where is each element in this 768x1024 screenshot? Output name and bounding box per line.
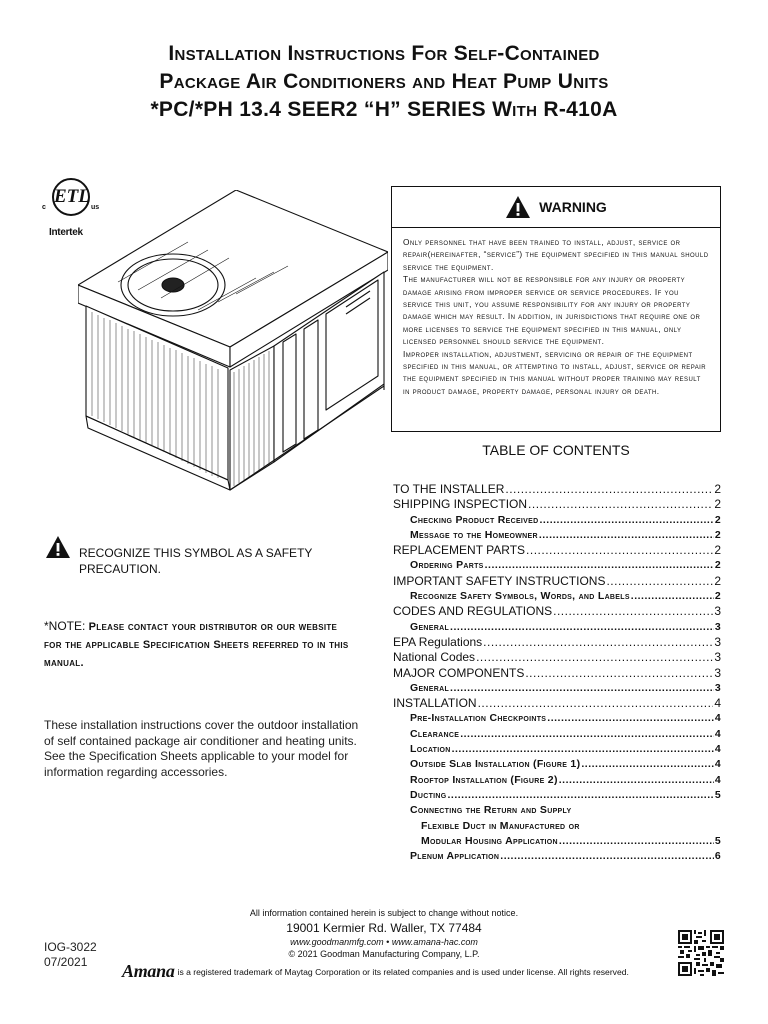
warning-label: WARNING bbox=[539, 199, 607, 215]
toc-entry-title: Plenum Application bbox=[410, 850, 500, 863]
toc-entry[interactable] bbox=[393, 482, 721, 497]
warning-triangle-icon bbox=[505, 195, 531, 219]
toc-entry[interactable] bbox=[393, 589, 721, 604]
toc-entry[interactable] bbox=[393, 727, 721, 742]
toc-entry-title: MAJOR COMPONENTS bbox=[393, 665, 525, 680]
toc-entry-title: Modular Housing Application bbox=[421, 834, 558, 847]
toc-leader-dots bbox=[505, 482, 713, 497]
toc-entry[interactable] bbox=[393, 773, 721, 788]
toc-leader-dots bbox=[553, 604, 713, 619]
toc-entry-page: 6 bbox=[714, 850, 721, 863]
toc-entry-title: IMPORTANT SAFETY INSTRUCTIONS bbox=[393, 573, 606, 588]
package-ac-unit-illustration bbox=[78, 190, 388, 500]
toc-leader-dots bbox=[525, 666, 713, 681]
toc-leader-dots bbox=[559, 773, 714, 788]
toc-entry[interactable] bbox=[393, 757, 721, 772]
warning-paragraph: Only personnel that have been trained to install, adjust, service or repair(hereinafter, “service”) the equipment specified in this manual should service the equipment. bbox=[403, 237, 709, 272]
toc-entry-title: INSTALLATION bbox=[393, 696, 477, 711]
toc-leader-dots bbox=[478, 696, 714, 711]
toc-entry-page: 5 bbox=[714, 834, 721, 847]
toc-entry[interactable] bbox=[393, 574, 721, 589]
toc-title: TABLE OF CONTENTS bbox=[482, 442, 630, 458]
toc-entry[interactable] bbox=[393, 604, 721, 619]
toc-entry-title: REPLACEMENT PARTS bbox=[393, 543, 526, 558]
toc-entry[interactable] bbox=[393, 711, 721, 726]
toc-entry-title: SHIPPING INSPECTION bbox=[393, 497, 528, 512]
toc-leader-dots bbox=[526, 543, 713, 558]
toc-entry[interactable] bbox=[393, 819, 721, 834]
toc-entry[interactable] bbox=[393, 497, 721, 512]
footer-notice: All information contained herein is subject to change without notice. bbox=[249, 908, 519, 918]
toc-entry-page: 2 bbox=[714, 590, 721, 603]
toc-entry-title: TO THE INSTALLER bbox=[393, 482, 505, 496]
toc-entry-page: 3 bbox=[714, 604, 721, 619]
toc-entry-title: Pre-Installation Checkpoints bbox=[410, 712, 547, 725]
toc-leader-dots bbox=[539, 528, 714, 543]
table-of-contents bbox=[393, 482, 721, 864]
toc-entry-title: CODES AND REGULATIONS bbox=[393, 604, 553, 619]
toc-entry[interactable] bbox=[393, 635, 721, 650]
safety-note-text: RECOGNIZE THIS SYMBOL AS A SAFETY PRECAUTION. bbox=[79, 546, 313, 576]
toc-entry[interactable] bbox=[393, 528, 721, 543]
toc-leader-dots bbox=[452, 742, 714, 757]
toc-entry-title: Rooftop Installation (Figure 2) bbox=[410, 773, 558, 786]
note-text: Please contact your distributor or our website for the applicable Specification Sheets referred to in this manual. bbox=[44, 621, 349, 669]
amana-logo: Amana bbox=[122, 961, 175, 981]
toc-entry-page: 2 bbox=[714, 543, 721, 558]
toc-entry-page: 4 bbox=[714, 743, 721, 756]
toc-entry-title: Ducting bbox=[410, 788, 447, 801]
toc-entry-title: Checking Product Received bbox=[410, 513, 539, 526]
toc-entry-page: 2 bbox=[714, 573, 721, 588]
document-title bbox=[0, 40, 768, 124]
warning-paragraph: The manufacturer will not be responsible for any injury or property damage arising from improper service or service procedures. If you service this unit, you assume responsibility for any injury or property damage which may result. In addition, in jurisdictions that require one or more licenses to service the equipment specified in this manual, only licensed personnel should service the equipment. bbox=[403, 274, 701, 347]
toc-leader-dots bbox=[448, 788, 714, 803]
toc-entry-title: Connecting the Return and Supply bbox=[410, 804, 572, 817]
toc-entry-title: Outside Slab Installation (Figure 1) bbox=[410, 758, 581, 771]
title-line-3: *PC/*PH 13.4 SEER2 “H” SERIES With R-410A bbox=[150, 98, 618, 121]
toc-entry-page: 3 bbox=[714, 665, 721, 680]
toc-entry[interactable] bbox=[393, 513, 721, 528]
etl-mark: ETL bbox=[52, 178, 90, 216]
footer-websites: www.goodmanmfg.com • www.amana-hac.com bbox=[290, 937, 478, 947]
toc-entry-title: Clearance bbox=[410, 727, 460, 740]
footer-address: 19001 Kermier Rd. Waller, TX 77484 bbox=[286, 921, 482, 935]
toc-entry-page: 5 bbox=[714, 788, 721, 801]
toc-entry[interactable] bbox=[393, 803, 721, 818]
toc-entry-title: National Codes bbox=[393, 650, 476, 665]
toc-entry-title: General bbox=[410, 681, 450, 694]
trademark-text: is a registered trademark of Maytag Corporation or its related companies and is used under license. All rights reserved. bbox=[177, 966, 629, 977]
warning-header bbox=[392, 187, 720, 228]
toc-leader-dots bbox=[476, 650, 713, 665]
toc-leader-dots bbox=[539, 513, 713, 528]
title-line-1: Installation Instructions For Self-Contained bbox=[168, 42, 600, 65]
toc-entry[interactable] bbox=[393, 742, 721, 757]
toc-entry[interactable] bbox=[393, 788, 721, 803]
toc-entry[interactable] bbox=[393, 849, 721, 864]
toc-entry-page: 3 bbox=[714, 634, 721, 649]
toc-leader-dots bbox=[450, 620, 714, 635]
toc-leader-dots bbox=[581, 757, 713, 772]
toc-entry[interactable] bbox=[393, 834, 721, 849]
toc-entry-page: 2 bbox=[714, 482, 721, 496]
toc-leader-dots bbox=[547, 711, 714, 726]
toc-entry-title: General bbox=[410, 620, 450, 633]
toc-entry[interactable] bbox=[393, 650, 721, 665]
toc-entry-page: 2 bbox=[714, 497, 721, 512]
etl-c-label: c bbox=[42, 204, 46, 211]
toc-entry-page: 3 bbox=[714, 620, 721, 633]
toc-entry-title: Recognize Safety Symbols, Words, and Labels bbox=[410, 590, 630, 603]
toc-entry[interactable] bbox=[393, 558, 721, 573]
toc-leader-dots bbox=[450, 681, 714, 696]
toc-entry-page: 2 bbox=[714, 513, 721, 526]
toc-entry-title: EPA Regulations bbox=[393, 634, 483, 649]
toc-entry-title: Message to the Homeowner bbox=[410, 528, 538, 541]
toc-entry-page: 2 bbox=[714, 528, 721, 541]
toc-leader-dots bbox=[460, 727, 714, 742]
spec-sheet-note bbox=[44, 618, 356, 672]
toc-leader-dots bbox=[483, 635, 713, 650]
title-line-2: Package Air Conditioners and Heat Pump Units bbox=[159, 70, 609, 93]
toc-leader-dots bbox=[485, 558, 714, 573]
toc-entry-page: 3 bbox=[714, 681, 721, 694]
toc-leader-dots bbox=[606, 574, 713, 589]
toc-entry[interactable] bbox=[393, 543, 721, 558]
toc-leader-dots bbox=[559, 834, 714, 849]
toc-entry-page: 4 bbox=[714, 727, 721, 740]
doc-date: 07/2021 bbox=[44, 955, 88, 969]
toc-entry[interactable] bbox=[393, 620, 721, 635]
footer-copyright: © 2021 Goodman Manufacturing Company, L.P. bbox=[288, 949, 480, 959]
toc-entry-page: 4 bbox=[714, 696, 721, 711]
warning-triangle-icon bbox=[44, 535, 72, 559]
toc-entry-page: 4 bbox=[714, 758, 721, 771]
toc-entry-title: Ordering Parts bbox=[410, 559, 484, 572]
trademark-line bbox=[122, 961, 629, 982]
doc-number: IOG-3022 bbox=[44, 940, 97, 954]
toc-entry-title: Location bbox=[410, 743, 451, 756]
toc-entry[interactable] bbox=[393, 681, 721, 696]
warning-text bbox=[392, 228, 720, 397]
qr-code-icon bbox=[678, 930, 724, 976]
toc-entry[interactable] bbox=[393, 696, 721, 711]
toc-entry-page: 4 bbox=[714, 773, 721, 786]
toc-entry-page: 2 bbox=[714, 559, 721, 572]
toc-entry-page: 3 bbox=[714, 650, 721, 665]
intertek-label: Intertek bbox=[49, 227, 83, 238]
toc-entry-title: Flexible Duct in Manufactured or bbox=[421, 819, 580, 832]
intro-paragraph: These installation instructions cover the outdoor installation of self contained package air conditioner and heating units. See the Specification Sheets applicable to your model for information regarding accessories. bbox=[44, 718, 359, 779]
toc-leader-dots bbox=[631, 589, 714, 604]
document-id bbox=[44, 940, 97, 970]
note-prefix: *NOTE: bbox=[44, 619, 89, 633]
toc-entry-page: 4 bbox=[714, 712, 721, 725]
toc-entry[interactable] bbox=[393, 666, 721, 681]
warning-paragraph: Improper installation, adjustment, servicing or repair of the equipment specified in this manual, or attempting to install, adjust, service or repair the equipment specified in this manual without proper training may result in product damage, property damage, personal injury or death. bbox=[403, 348, 707, 396]
toc-leader-dots bbox=[500, 849, 714, 864]
warning-box bbox=[391, 186, 721, 432]
etl-us-label: us bbox=[91, 204, 100, 211]
toc-leader-dots bbox=[528, 497, 713, 512]
